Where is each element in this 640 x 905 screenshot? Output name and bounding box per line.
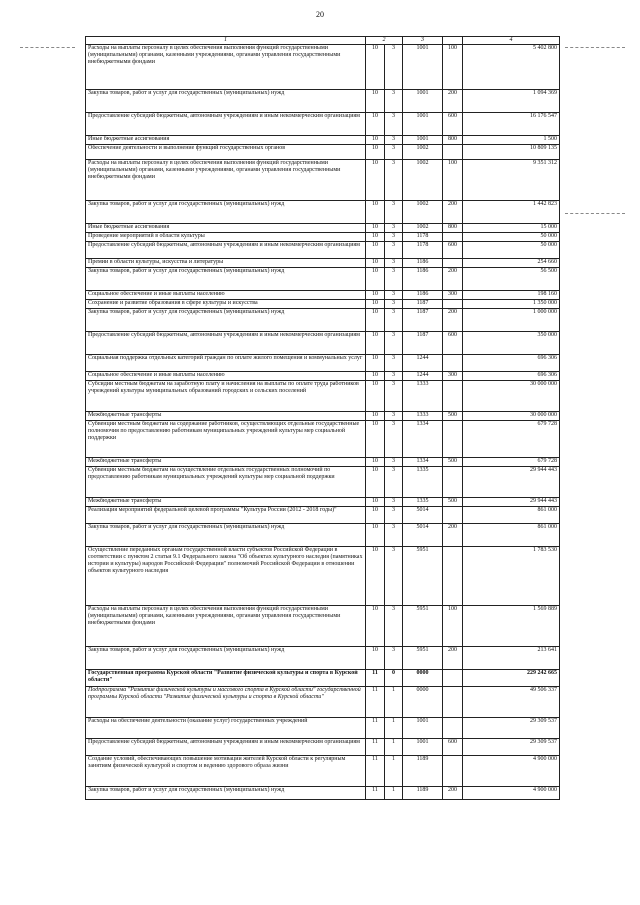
amount-cell: 1 569 889 <box>463 606 560 647</box>
section-code-cell: 11 <box>366 670 385 687</box>
table-row <box>86 524 560 547</box>
section-code-cell: 10 <box>366 332 385 355</box>
target-code-cell: 1001 <box>403 718 443 739</box>
target-code-cell: 1001 <box>403 45 443 90</box>
subsection-code-cell: 3 <box>385 381 403 412</box>
subsection-code-cell: 3 <box>385 90 403 113</box>
target-code-cell: 1333 <box>403 412 443 421</box>
table-header-row <box>86 37 560 45</box>
row-name-cell: Расходы на выплаты персоналу в целях обеспечения выполнения функций государственными (муниципальными) органами, казенными учреждениями, органами управления государственными внебюджетными фондами <box>86 160 366 201</box>
section-code-cell: 10 <box>366 421 385 458</box>
table-row <box>86 718 560 739</box>
amount-cell: 29 309 537 <box>463 739 560 756</box>
subsection-code-cell: 3 <box>385 145 403 160</box>
target-code-cell: 1002 <box>403 145 443 160</box>
subsection-code-cell: 3 <box>385 291 403 300</box>
amount-cell: 861 000 <box>463 507 560 524</box>
target-code-cell: 1187 <box>403 309 443 332</box>
target-code-cell: 1002 <box>403 160 443 201</box>
target-code-cell: 5951 <box>403 547 443 606</box>
amount-cell: 9 351 312 <box>463 160 560 201</box>
amount-cell: 15 000 <box>463 224 560 233</box>
subsection-code-cell: 3 <box>385 268 403 291</box>
table-row <box>86 458 560 467</box>
target-code-cell: 1001 <box>403 113 443 136</box>
table-row <box>86 309 560 332</box>
row-name-cell: Социальная поддержка отдельных категорий граждан по оплате жилого помещения и коммунальных услуг <box>86 355 366 372</box>
row-name-cell: Закупка товаров, работ и услуг для государственных (муниципальных) нужд <box>86 268 366 291</box>
row-name-cell: Проведение мероприятий в области культуры <box>86 233 366 242</box>
amount-cell: 229 242 665 <box>463 670 560 687</box>
row-name-cell: Закупка товаров, работ и услуг для государственных (муниципальных) нужд <box>86 524 366 547</box>
row-name-cell: Иные бюджетные ассигнования <box>86 136 366 145</box>
target-code-cell: 1244 <box>403 355 443 372</box>
row-name-cell: Реализация мероприятий федеральной целевой программы "Культура России (2012 - 2018 годы)" <box>86 507 366 524</box>
target-code-cell: 1189 <box>403 787 443 800</box>
section-code-cell: 10 <box>366 524 385 547</box>
target-code-cell: 1335 <box>403 498 443 507</box>
subsection-code-cell: 1 <box>385 756 403 787</box>
expense-type-cell: 500 <box>443 498 463 507</box>
amount-cell: 5 402 800 <box>463 45 560 90</box>
scan-mark-left <box>20 47 75 48</box>
table-row <box>86 259 560 268</box>
target-code-cell: 1186 <box>403 291 443 300</box>
amount-cell: 16 176 547 <box>463 113 560 136</box>
expense-type-cell: 800 <box>443 136 463 145</box>
amount-cell: 198 160 <box>463 291 560 300</box>
row-name-cell: Расходы на обеспечение деятельности (оказание услуг) государственных учреждений <box>86 718 366 739</box>
amount-cell: 861 000 <box>463 524 560 547</box>
amount-cell: 30 000 000 <box>463 412 560 421</box>
row-name-cell: Закупка товаров, работ и услуг для государственных (муниципальных) нужд <box>86 309 366 332</box>
expense-type-cell <box>443 718 463 739</box>
target-code-cell: 1002 <box>403 201 443 224</box>
subsection-code-cell: 3 <box>385 113 403 136</box>
section-code-cell: 10 <box>366 233 385 242</box>
section-code-cell: 10 <box>366 372 385 381</box>
amount-cell: 29 944 443 <box>463 467 560 498</box>
section-code-cell: 11 <box>366 687 385 718</box>
row-name-cell: Межбюджетные трансферты <box>86 412 366 421</box>
expense-type-cell <box>443 421 463 458</box>
subsection-code-cell: 1 <box>385 718 403 739</box>
subsection-code-cell: 3 <box>385 498 403 507</box>
row-name-cell: Создание условий, обеспечивающих повышение мотивации жителей Курской области к регулярным занятиям физической культурой и спортом и ведению здорового образа жизни <box>86 756 366 787</box>
target-code-cell: 1334 <box>403 421 443 458</box>
subsection-code-cell: 3 <box>385 242 403 259</box>
table-row <box>86 381 560 412</box>
table-row <box>86 739 560 756</box>
table-row <box>86 145 560 160</box>
subsection-code-cell: 3 <box>385 458 403 467</box>
row-name-cell: Закупка товаров, работ и услуг для государственных (муниципальных) нужд <box>86 90 366 113</box>
subsection-code-cell: 3 <box>385 45 403 90</box>
expense-type-cell: 100 <box>443 606 463 647</box>
expense-type-cell: 100 <box>443 160 463 201</box>
subsection-code-cell: 3 <box>385 201 403 224</box>
amount-cell: 56 500 <box>463 268 560 291</box>
scan-mark-right-2 <box>565 213 625 214</box>
target-code-cell: 5951 <box>403 606 443 647</box>
subsection-code-cell: 1 <box>385 687 403 718</box>
section-code-cell: 10 <box>366 160 385 201</box>
section-code-cell: 10 <box>366 268 385 291</box>
row-name-cell: Субсидии местным бюджетам на заработную плату и начисления на выплаты по оплате труда работников учреждений культуры муниципальных образований городских и сельских поселений <box>86 381 366 412</box>
amount-cell: 10 809 135 <box>463 145 560 160</box>
expense-type-cell: 600 <box>443 332 463 355</box>
target-code-cell: 0000 <box>403 687 443 718</box>
expense-type-cell: 600 <box>443 242 463 259</box>
row-name-cell: Предоставление субсидий бюджетным, автономным учреждениям и иным некоммерческим организациям <box>86 242 366 259</box>
expense-type-cell <box>443 756 463 787</box>
table-row <box>86 606 560 647</box>
amount-cell: 1 442 823 <box>463 201 560 224</box>
section-code-cell: 11 <box>366 756 385 787</box>
subsection-code-cell: 3 <box>385 309 403 332</box>
table-row <box>86 332 560 355</box>
target-code-cell: 1335 <box>403 467 443 498</box>
target-code-cell: 1333 <box>403 381 443 412</box>
row-name-cell: Подпрограмма "Развитие физической культуры и массового спорта в Курской области" государственной программы Курской области "Развитие физической культуры и спорта в Курской области" <box>86 687 366 718</box>
subsection-code-cell: 3 <box>385 233 403 242</box>
table-row <box>86 756 560 787</box>
table-row <box>86 498 560 507</box>
subsection-code-cell: 3 <box>385 421 403 458</box>
expense-type-cell <box>443 259 463 268</box>
column-header: 2 <box>366 37 403 45</box>
row-name-cell: Обеспечение деятельности и выполнение функций государственных органов <box>86 145 366 160</box>
row-name-cell: Сохранение и развитие образования в сфере культуры и искусства <box>86 300 366 309</box>
column-header <box>443 37 463 45</box>
subsection-code-cell: 3 <box>385 355 403 372</box>
column-header: 4 <box>463 37 560 45</box>
section-code-cell: 10 <box>366 291 385 300</box>
table-row <box>86 647 560 670</box>
expense-type-cell: 100 <box>443 45 463 90</box>
table-row <box>86 787 560 800</box>
expense-type-cell: 200 <box>443 309 463 332</box>
table-row <box>86 300 560 309</box>
table-row <box>86 201 560 224</box>
subsection-code-cell: 3 <box>385 372 403 381</box>
amount-cell: 4 900 000 <box>463 756 560 787</box>
row-name-cell: Закупка товаров, работ и услуг для государственных (муниципальных) нужд <box>86 201 366 224</box>
expense-type-cell: 200 <box>443 787 463 800</box>
amount-cell: 696 306 <box>463 355 560 372</box>
expense-type-cell: 200 <box>443 268 463 291</box>
amount-cell: 679 728 <box>463 458 560 467</box>
amount-cell: 679 728 <box>463 421 560 458</box>
section-code-cell: 10 <box>366 90 385 113</box>
subsection-code-cell: 3 <box>385 136 403 145</box>
section-code-cell: 10 <box>366 647 385 670</box>
subsection-code-cell: 3 <box>385 524 403 547</box>
amount-cell: 1 500 <box>463 136 560 145</box>
expense-type-cell <box>443 300 463 309</box>
amount-cell: 1 783 530 <box>463 547 560 606</box>
target-code-cell: 1178 <box>403 233 443 242</box>
section-code-cell: 11 <box>366 739 385 756</box>
section-code-cell: 10 <box>366 224 385 233</box>
subsection-code-cell: 3 <box>385 160 403 201</box>
budget-table <box>85 36 560 800</box>
expense-type-cell: 300 <box>443 372 463 381</box>
target-code-cell: 1186 <box>403 268 443 291</box>
amount-cell: 1 350 000 <box>463 300 560 309</box>
scan-mark-right <box>565 47 625 48</box>
row-name-cell: Предоставление субсидий бюджетным, автономным учреждениям и иным некоммерческим организациям <box>86 113 366 136</box>
section-code-cell: 10 <box>366 136 385 145</box>
row-name-cell: Межбюджетные трансферты <box>86 458 366 467</box>
section-code-cell: 10 <box>366 201 385 224</box>
section-code-cell: 10 <box>366 259 385 268</box>
amount-cell: 350 000 <box>463 332 560 355</box>
section-code-cell: 10 <box>366 498 385 507</box>
table-row <box>86 233 560 242</box>
table-row <box>86 687 560 718</box>
subsection-code-cell: 3 <box>385 332 403 355</box>
section-code-cell: 10 <box>366 507 385 524</box>
amount-cell: 696 306 <box>463 372 560 381</box>
expense-type-cell <box>443 507 463 524</box>
subsection-code-cell: 3 <box>385 507 403 524</box>
table-row <box>86 160 560 201</box>
expense-type-cell: 800 <box>443 224 463 233</box>
target-code-cell: 1186 <box>403 259 443 268</box>
table-row <box>86 507 560 524</box>
table-row <box>86 224 560 233</box>
subsection-code-cell: 3 <box>385 300 403 309</box>
table-row <box>86 467 560 498</box>
expense-type-cell: 200 <box>443 524 463 547</box>
subsection-code-cell: 3 <box>385 412 403 421</box>
row-name-cell: Межбюджетные трансферты <box>86 498 366 507</box>
amount-cell: 213 641 <box>463 647 560 670</box>
amount-cell: 1 000 000 <box>463 309 560 332</box>
target-code-cell: 1178 <box>403 242 443 259</box>
table-row <box>86 355 560 372</box>
expense-type-cell <box>443 355 463 372</box>
expense-type-cell: 300 <box>443 291 463 300</box>
subsection-code-cell: 1 <box>385 739 403 756</box>
amount-cell: 50 000 <box>463 242 560 259</box>
row-name-cell: Закупка товаров, работ и услуг для государственных (муниципальных) нужд <box>86 647 366 670</box>
table-row <box>86 136 560 145</box>
column-header: 1 <box>86 37 366 45</box>
amount-cell: 254 660 <box>463 259 560 268</box>
target-code-cell: 5951 <box>403 647 443 670</box>
row-name-cell: Предоставление субсидий бюджетным, автономным учреждениям и иным некоммерческим организациям <box>86 332 366 355</box>
table-row <box>86 268 560 291</box>
expense-type-cell: 200 <box>443 201 463 224</box>
row-name-cell: Социальное обеспечение и иные выплаты населению <box>86 291 366 300</box>
row-name-cell: Предоставление субсидий бюджетным, автономным учреждениям и иным некоммерческим организациям <box>86 739 366 756</box>
target-code-cell: 1189 <box>403 756 443 787</box>
table-row <box>86 412 560 421</box>
expense-type-cell <box>443 381 463 412</box>
section-code-cell: 10 <box>366 606 385 647</box>
expense-type-cell <box>443 233 463 242</box>
target-code-cell: 1334 <box>403 458 443 467</box>
section-code-cell: 10 <box>366 458 385 467</box>
table-row <box>86 670 560 687</box>
target-code-cell: 1001 <box>403 136 443 145</box>
target-code-cell: 0000 <box>403 670 443 687</box>
amount-cell: 50 000 <box>463 233 560 242</box>
expense-type-cell: 600 <box>443 113 463 136</box>
table-row <box>86 113 560 136</box>
expense-type-cell <box>443 670 463 687</box>
row-name-cell: Субвенции местным бюджетам на содержание работников, осуществляющих отдельные государственные полномочия по предоставлению работникам муниципальных учреждений культуры мер социальной поддержки <box>86 421 366 458</box>
amount-cell: 29 309 537 <box>463 718 560 739</box>
column-header: 3 <box>403 37 443 45</box>
table-row <box>86 421 560 458</box>
amount-cell: 49 506 337 <box>463 687 560 718</box>
section-code-cell: 10 <box>366 45 385 90</box>
row-name-cell: Государственная программа Курской области "Развитие физической культуры и спорта в Курской области" <box>86 670 366 687</box>
table-row <box>86 372 560 381</box>
section-code-cell: 10 <box>366 467 385 498</box>
target-code-cell: 1187 <box>403 300 443 309</box>
page-number: 20 <box>316 10 324 19</box>
expense-type-cell <box>443 547 463 606</box>
section-code-cell: 10 <box>366 300 385 309</box>
subsection-code-cell: 1 <box>385 787 403 800</box>
table-row <box>86 90 560 113</box>
subsection-code-cell: 3 <box>385 467 403 498</box>
subsection-code-cell: 3 <box>385 259 403 268</box>
expense-type-cell: 500 <box>443 412 463 421</box>
section-code-cell: 10 <box>366 242 385 259</box>
subsection-code-cell: 0 <box>385 670 403 687</box>
row-name-cell: Осуществление переданных органам государственной власти субъектов Российской Федерации в соответствии с пунктом 2 статьи 9.1 Федерального закона "Об объектах культурного наследия (памятниках истории и культуры) народов Российской Федерации" полномочий Российской Федерации в отношении объектов культурного наследия <box>86 547 366 606</box>
table-row <box>86 242 560 259</box>
subsection-code-cell: 3 <box>385 647 403 670</box>
expense-type-cell <box>443 467 463 498</box>
section-code-cell: 10 <box>366 113 385 136</box>
table-row <box>86 291 560 300</box>
section-code-cell: 10 <box>366 547 385 606</box>
target-code-cell: 5014 <box>403 507 443 524</box>
amount-cell: 1 094 369 <box>463 90 560 113</box>
target-code-cell: 5014 <box>403 524 443 547</box>
target-code-cell: 1002 <box>403 224 443 233</box>
target-code-cell: 1001 <box>403 90 443 113</box>
expense-type-cell <box>443 145 463 160</box>
row-name-cell: Социальное обеспечение и иные выплаты населению <box>86 372 366 381</box>
section-code-cell: 10 <box>366 309 385 332</box>
target-code-cell: 1001 <box>403 739 443 756</box>
amount-cell: 4 900 000 <box>463 787 560 800</box>
table-row <box>86 547 560 606</box>
row-name-cell: Расходы на выплаты персоналу в целях обеспечения выполнения функций государственными (муниципальными) органами, казенными учреждениями, органами управления государственными внебюджетными фондами <box>86 45 366 90</box>
row-name-cell: Закупка товаров, работ и услуг для государственных (муниципальных) нужд <box>86 787 366 800</box>
target-code-cell: 1244 <box>403 372 443 381</box>
expense-type-cell <box>443 687 463 718</box>
row-name-cell: Расходы на выплаты персоналу в целях обеспечения выполнения функций государственными (муниципальными) органами, казенными учреждениями, органами управления государственными внебюджетными фондами <box>86 606 366 647</box>
amount-cell: 29 944 443 <box>463 498 560 507</box>
section-code-cell: 11 <box>366 718 385 739</box>
target-code-cell: 1187 <box>403 332 443 355</box>
section-code-cell: 10 <box>366 355 385 372</box>
amount-cell: 30 000 000 <box>463 381 560 412</box>
expense-type-cell: 600 <box>443 739 463 756</box>
subsection-code-cell: 3 <box>385 224 403 233</box>
section-code-cell: 10 <box>366 412 385 421</box>
section-code-cell: 10 <box>366 381 385 412</box>
row-name-cell: Субвенции местным бюджетам на осуществление отдельных государственных полномочий по предоставлению работникам муниципальных учреждений культуры мер социальной поддержки <box>86 467 366 498</box>
expense-type-cell: 200 <box>443 90 463 113</box>
expense-type-cell: 200 <box>443 647 463 670</box>
subsection-code-cell: 3 <box>385 606 403 647</box>
expense-type-cell: 500 <box>443 458 463 467</box>
row-name-cell: Иные бюджетные ассигнования <box>86 224 366 233</box>
table-row <box>86 45 560 90</box>
row-name-cell: Премии в области культуры, искусства и литературы <box>86 259 366 268</box>
section-code-cell: 11 <box>366 787 385 800</box>
section-code-cell: 10 <box>366 145 385 160</box>
subsection-code-cell: 3 <box>385 547 403 606</box>
